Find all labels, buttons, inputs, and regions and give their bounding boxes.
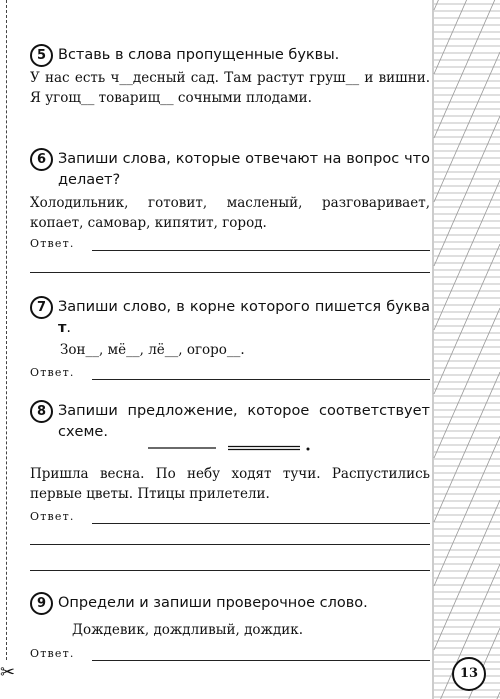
- task-prompt: [58, 297, 430, 339]
- answer-row[interactable]: [30, 237, 430, 253]
- task-prompt: Вставь в слова пропущенные буквы.: [58, 47, 340, 63]
- task-5: [30, 44, 430, 134]
- margin-slant: [434, 436, 500, 586]
- task-prompt: Определи и запиши проверочное слово.: [58, 595, 368, 611]
- margin-slant: [434, 116, 500, 266]
- margin-slant: [434, 52, 500, 202]
- answer-line[interactable]: [30, 544, 430, 545]
- task-number: 6: [30, 148, 53, 171]
- answer-line[interactable]: [92, 523, 430, 524]
- page-number: 13: [452, 657, 486, 691]
- task-text: Зон__, мё__, лё__, огоро__.: [60, 342, 245, 358]
- task-number: 7: [30, 296, 53, 319]
- task-number: 8: [30, 400, 53, 423]
- cut-line: [6, 0, 7, 660]
- task-prompt: Запиши предложение, которое соответствует схеме.: [58, 403, 430, 440]
- margin-slant: [434, 0, 500, 10]
- answer-label: Ответ.: [30, 510, 75, 523]
- margin-slant: [434, 0, 500, 138]
- answer-label: Ответ.: [30, 237, 75, 250]
- answer-row[interactable]: [30, 647, 430, 663]
- answer-line[interactable]: [30, 272, 430, 273]
- answer-line[interactable]: [92, 250, 430, 251]
- sentence-scheme: [148, 440, 348, 454]
- prompt-end: .: [66, 320, 72, 336]
- task-text: Холодильник, готовит, масленый, разговаривает, копает, самовар, кипятит, город.: [30, 195, 430, 231]
- task-9: [30, 592, 430, 672]
- answer-line[interactable]: [92, 379, 430, 380]
- task-8: [30, 400, 430, 560]
- answer-label: Ответ.: [30, 366, 75, 379]
- prompt-text: Запиши слово, в корне которого пишется буква: [58, 299, 430, 315]
- task-number: 5: [30, 44, 53, 67]
- task-number: 9: [30, 592, 53, 615]
- scissors-icon: ✂: [0, 662, 16, 683]
- margin-slant: [434, 180, 500, 330]
- answer-row[interactable]: [30, 510, 430, 526]
- task-text: Дождевик, дождливый, дождик.: [72, 622, 304, 638]
- margin-slant: [434, 372, 500, 522]
- answer-label: Ответ.: [30, 647, 75, 660]
- prompt-letter: т: [58, 320, 67, 336]
- margin-slant: [434, 692, 500, 699]
- task-6: [30, 148, 430, 278]
- scheme-period: [307, 448, 310, 451]
- margin-slant: [434, 308, 500, 458]
- task-7: [30, 296, 430, 386]
- answer-line[interactable]: [92, 660, 430, 661]
- answer-row[interactable]: [30, 366, 430, 382]
- task-prompt: Запиши слова, которые отвечают на вопрос что делает?: [58, 151, 430, 188]
- task-text: У нас есть ч__десный сад. Там растут груш__ и вишни. Я угощ__ товарищ__ сочными плодами.: [30, 70, 430, 106]
- task-text: Пришла весна. По небу ходят тучи. Распустились первые цветы. Птицы прилетели.: [30, 466, 430, 502]
- answer-line[interactable]: [30, 570, 430, 571]
